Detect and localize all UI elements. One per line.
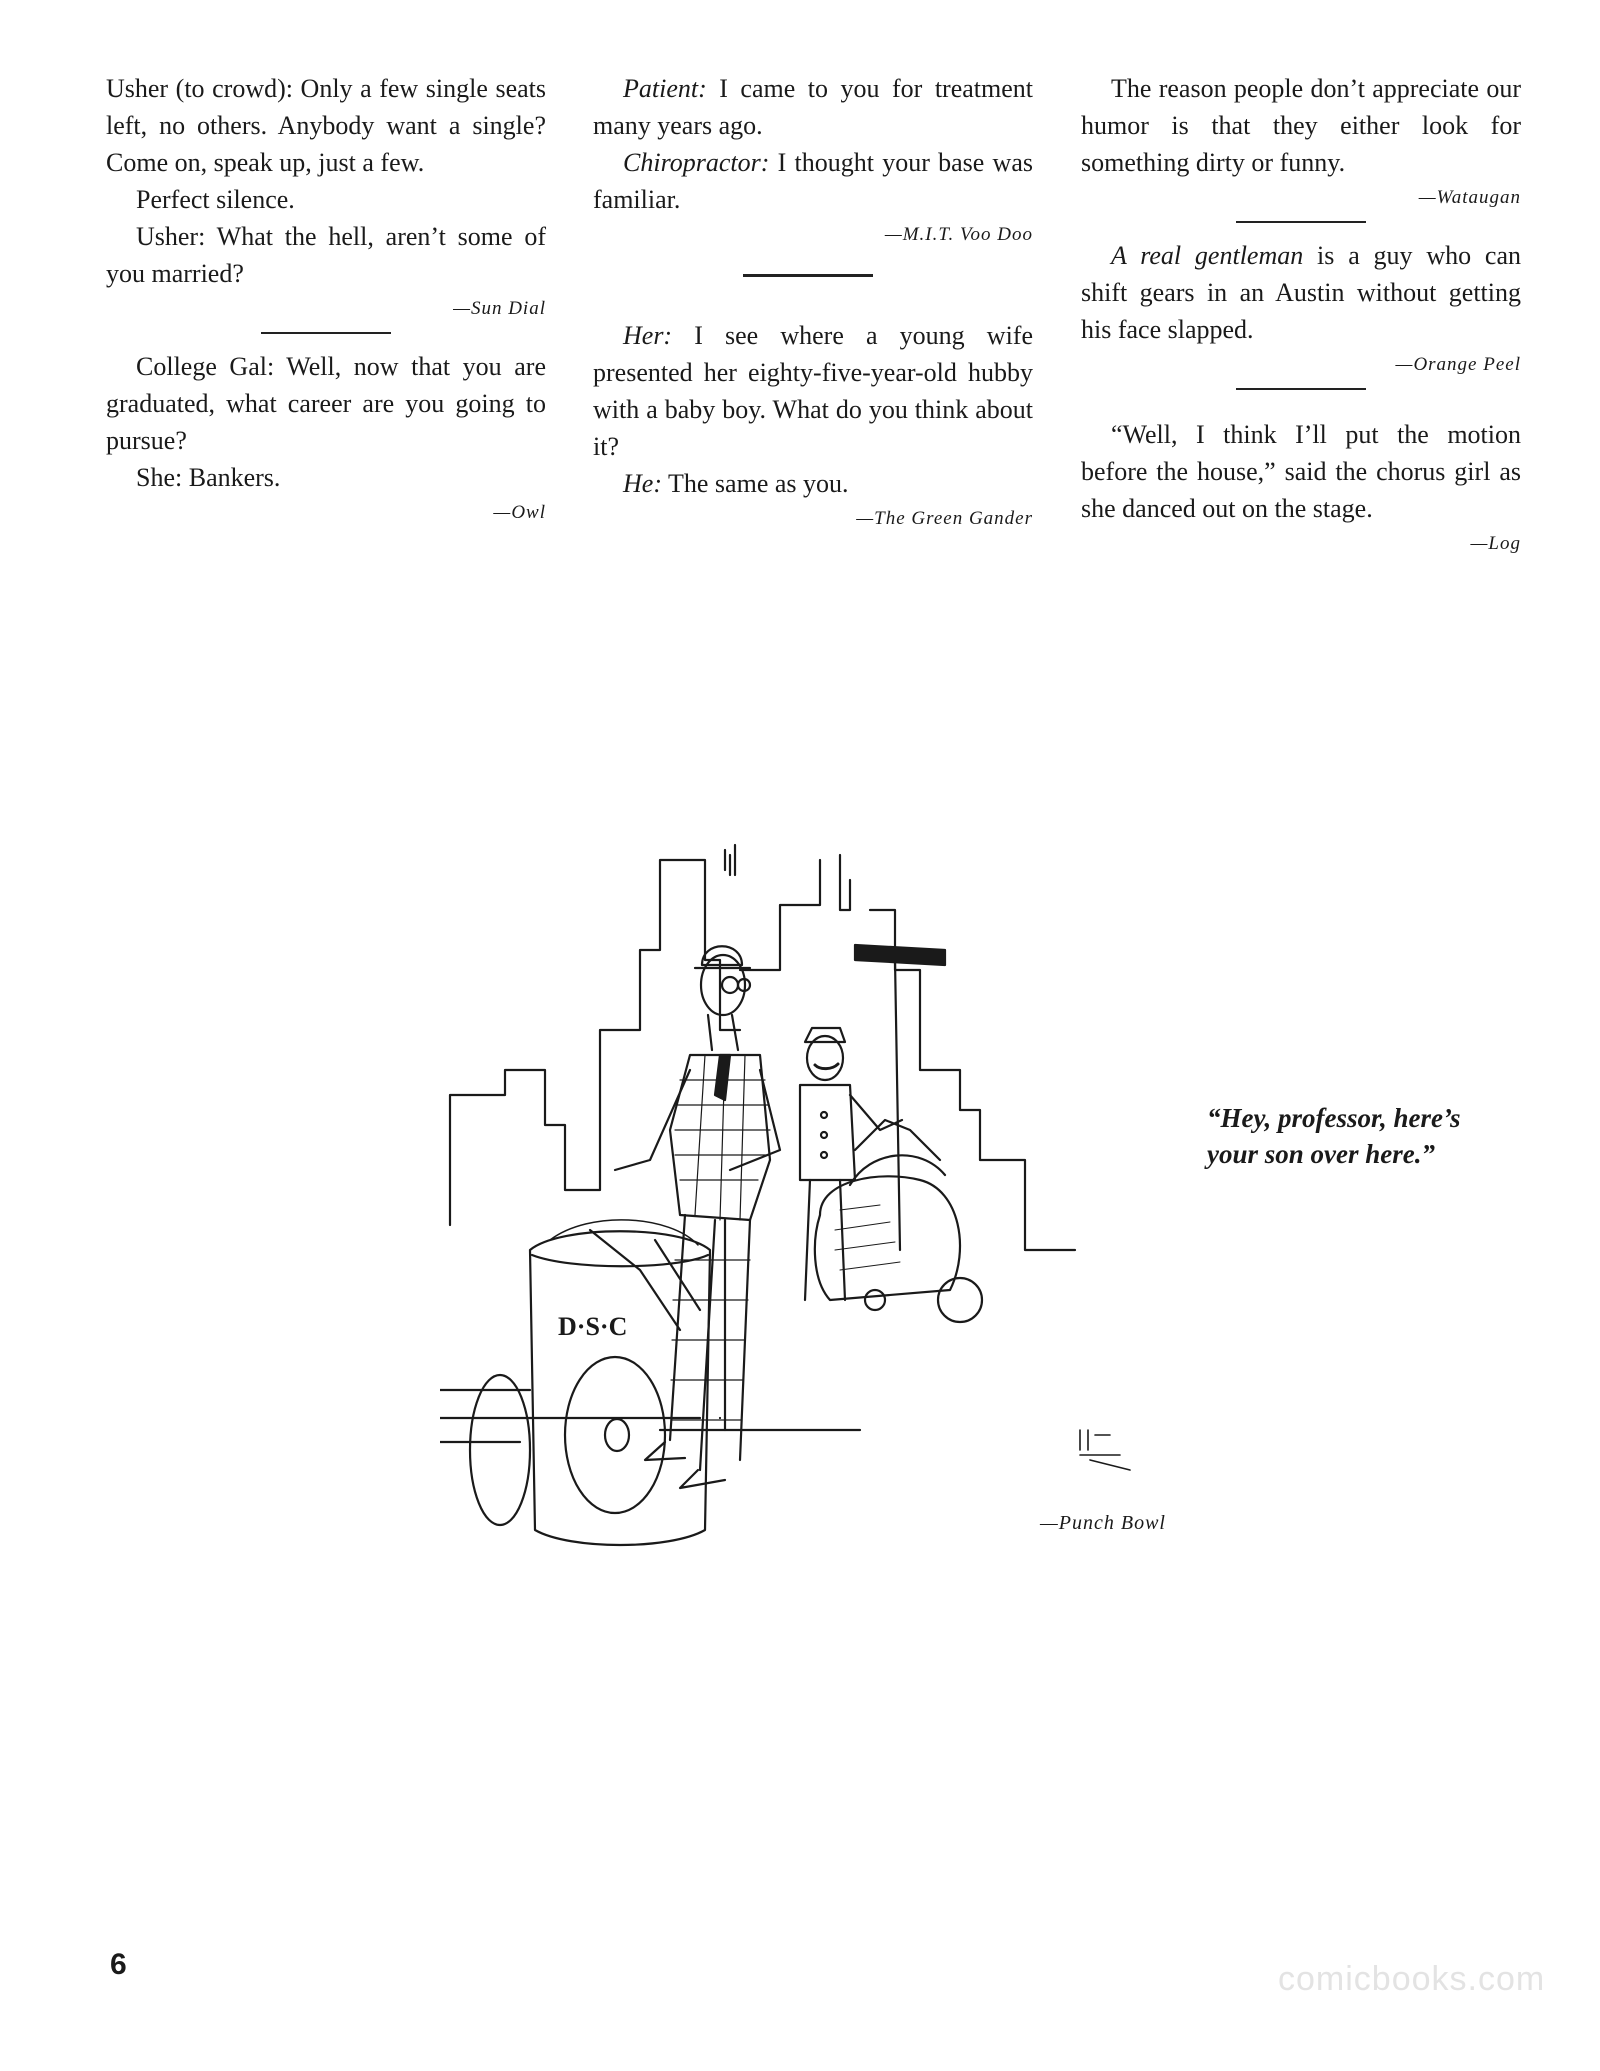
street-cleaner-figure (800, 945, 945, 1300)
skyline-outline (450, 860, 740, 1225)
carriage-hatching (835, 1205, 900, 1270)
cart-wheel-back (470, 1375, 530, 1525)
sidewalk-line (440, 1418, 860, 1442)
joke-humor-line1: The reason people don’t appreciate our humor is that they either look for something dirty or funny. (1081, 74, 1521, 177)
divider-rule (1236, 221, 1366, 223)
divider-rule (261, 332, 391, 334)
joke-gentleman-line1 (1081, 237, 1521, 348)
trash-can-outline (530, 1231, 710, 1545)
tie (715, 1055, 730, 1100)
source-credit: —Owl (493, 502, 546, 523)
cart-wheel (565, 1357, 665, 1513)
cartoon-caption: “Hey, professor, here’s your son over here.” (1207, 1103, 1461, 1169)
joke-usher-line3: Usher: What the hell, aren’t some of you married? (106, 222, 546, 288)
joke-her-line2 (593, 465, 1033, 502)
bowler-hat (695, 946, 750, 968)
trash-can-lid-fill (550, 1220, 698, 1245)
speaker-label: Patient: (623, 74, 707, 103)
joke-motion-line1: “Well, I think I’ll put the motion before the house,” said the chorus girl as she danced out on the stage. (1081, 420, 1521, 523)
carriage-wheel (865, 1290, 885, 1310)
professor-neck (708, 1015, 738, 1050)
column-middle (593, 70, 1033, 542)
shoes (645, 1442, 725, 1488)
joke-usher-line2: Perfect silence. (136, 185, 295, 214)
carriage-body (815, 1176, 960, 1300)
joke-her-line1 (593, 317, 1033, 465)
dialogue-text: I see where a young wife presented her eighty-five-year-old hubby with a baby boy. What do you think about it? (593, 321, 1033, 461)
joke-college-line1: College Gal: Well, now that you are graduated, what career are you going to pursue? (106, 352, 546, 455)
trash-can-label: D·S·C (558, 1312, 628, 1341)
dialogue-text: I came to you for treatment many years ago. (593, 74, 1033, 140)
cartoon-source-credit: —Punch Bowl (1040, 1512, 1166, 1534)
joke-college-line2: She: Bankers. (136, 463, 281, 492)
column-right (1081, 70, 1521, 567)
broom-stick (895, 960, 900, 1250)
page-number: 6 (110, 1948, 127, 1981)
source-credit: —The Green Gander (856, 508, 1033, 529)
cartoon-illustration (440, 830, 1200, 1550)
joke-patient-line1 (593, 70, 1033, 144)
source-credit: —Orange Peel (1395, 354, 1521, 375)
cleaner-body (800, 1085, 855, 1180)
divider-rule (1236, 388, 1366, 390)
site-watermark: comicbooks.com (1278, 1960, 1546, 1998)
cleaner-mustache (815, 1064, 838, 1069)
source-credit: —Wataugan (1418, 187, 1521, 208)
source-credit: —M.I.T. Voo Doo (884, 224, 1033, 245)
dialogue-text: I thought your base was familiar. (593, 148, 1033, 214)
skyline-right (725, 845, 820, 970)
source-credit: —Sun Dial (453, 298, 546, 319)
cart-wheel-hub (605, 1419, 629, 1451)
speaker-label: Her: (623, 321, 673, 350)
glasses-icon (722, 977, 738, 993)
joke-patient-line2 (593, 144, 1033, 218)
lead-phrase: A real gentleman (1111, 241, 1304, 270)
broom-head (855, 945, 945, 965)
divider-rule (743, 274, 873, 277)
joke-usher-line1: Usher (to crowd): Only a few single seats left, no others. Anybody want a single? Come on, speak up, just a few. (106, 74, 546, 177)
dialogue-text: The same as you. (661, 469, 849, 498)
skyline-far-right (840, 855, 1075, 1250)
carriage-wheel (938, 1278, 982, 1322)
speaker-label: Chiropractor: (623, 148, 770, 177)
speaker-label: He: (623, 469, 662, 498)
artist-signature (1080, 1430, 1130, 1470)
column-left (106, 70, 546, 536)
source-credit: —Log (1470, 533, 1521, 554)
joke-text: is a guy who can shift gears in an Austin without getting his face slapped. (1081, 241, 1521, 344)
